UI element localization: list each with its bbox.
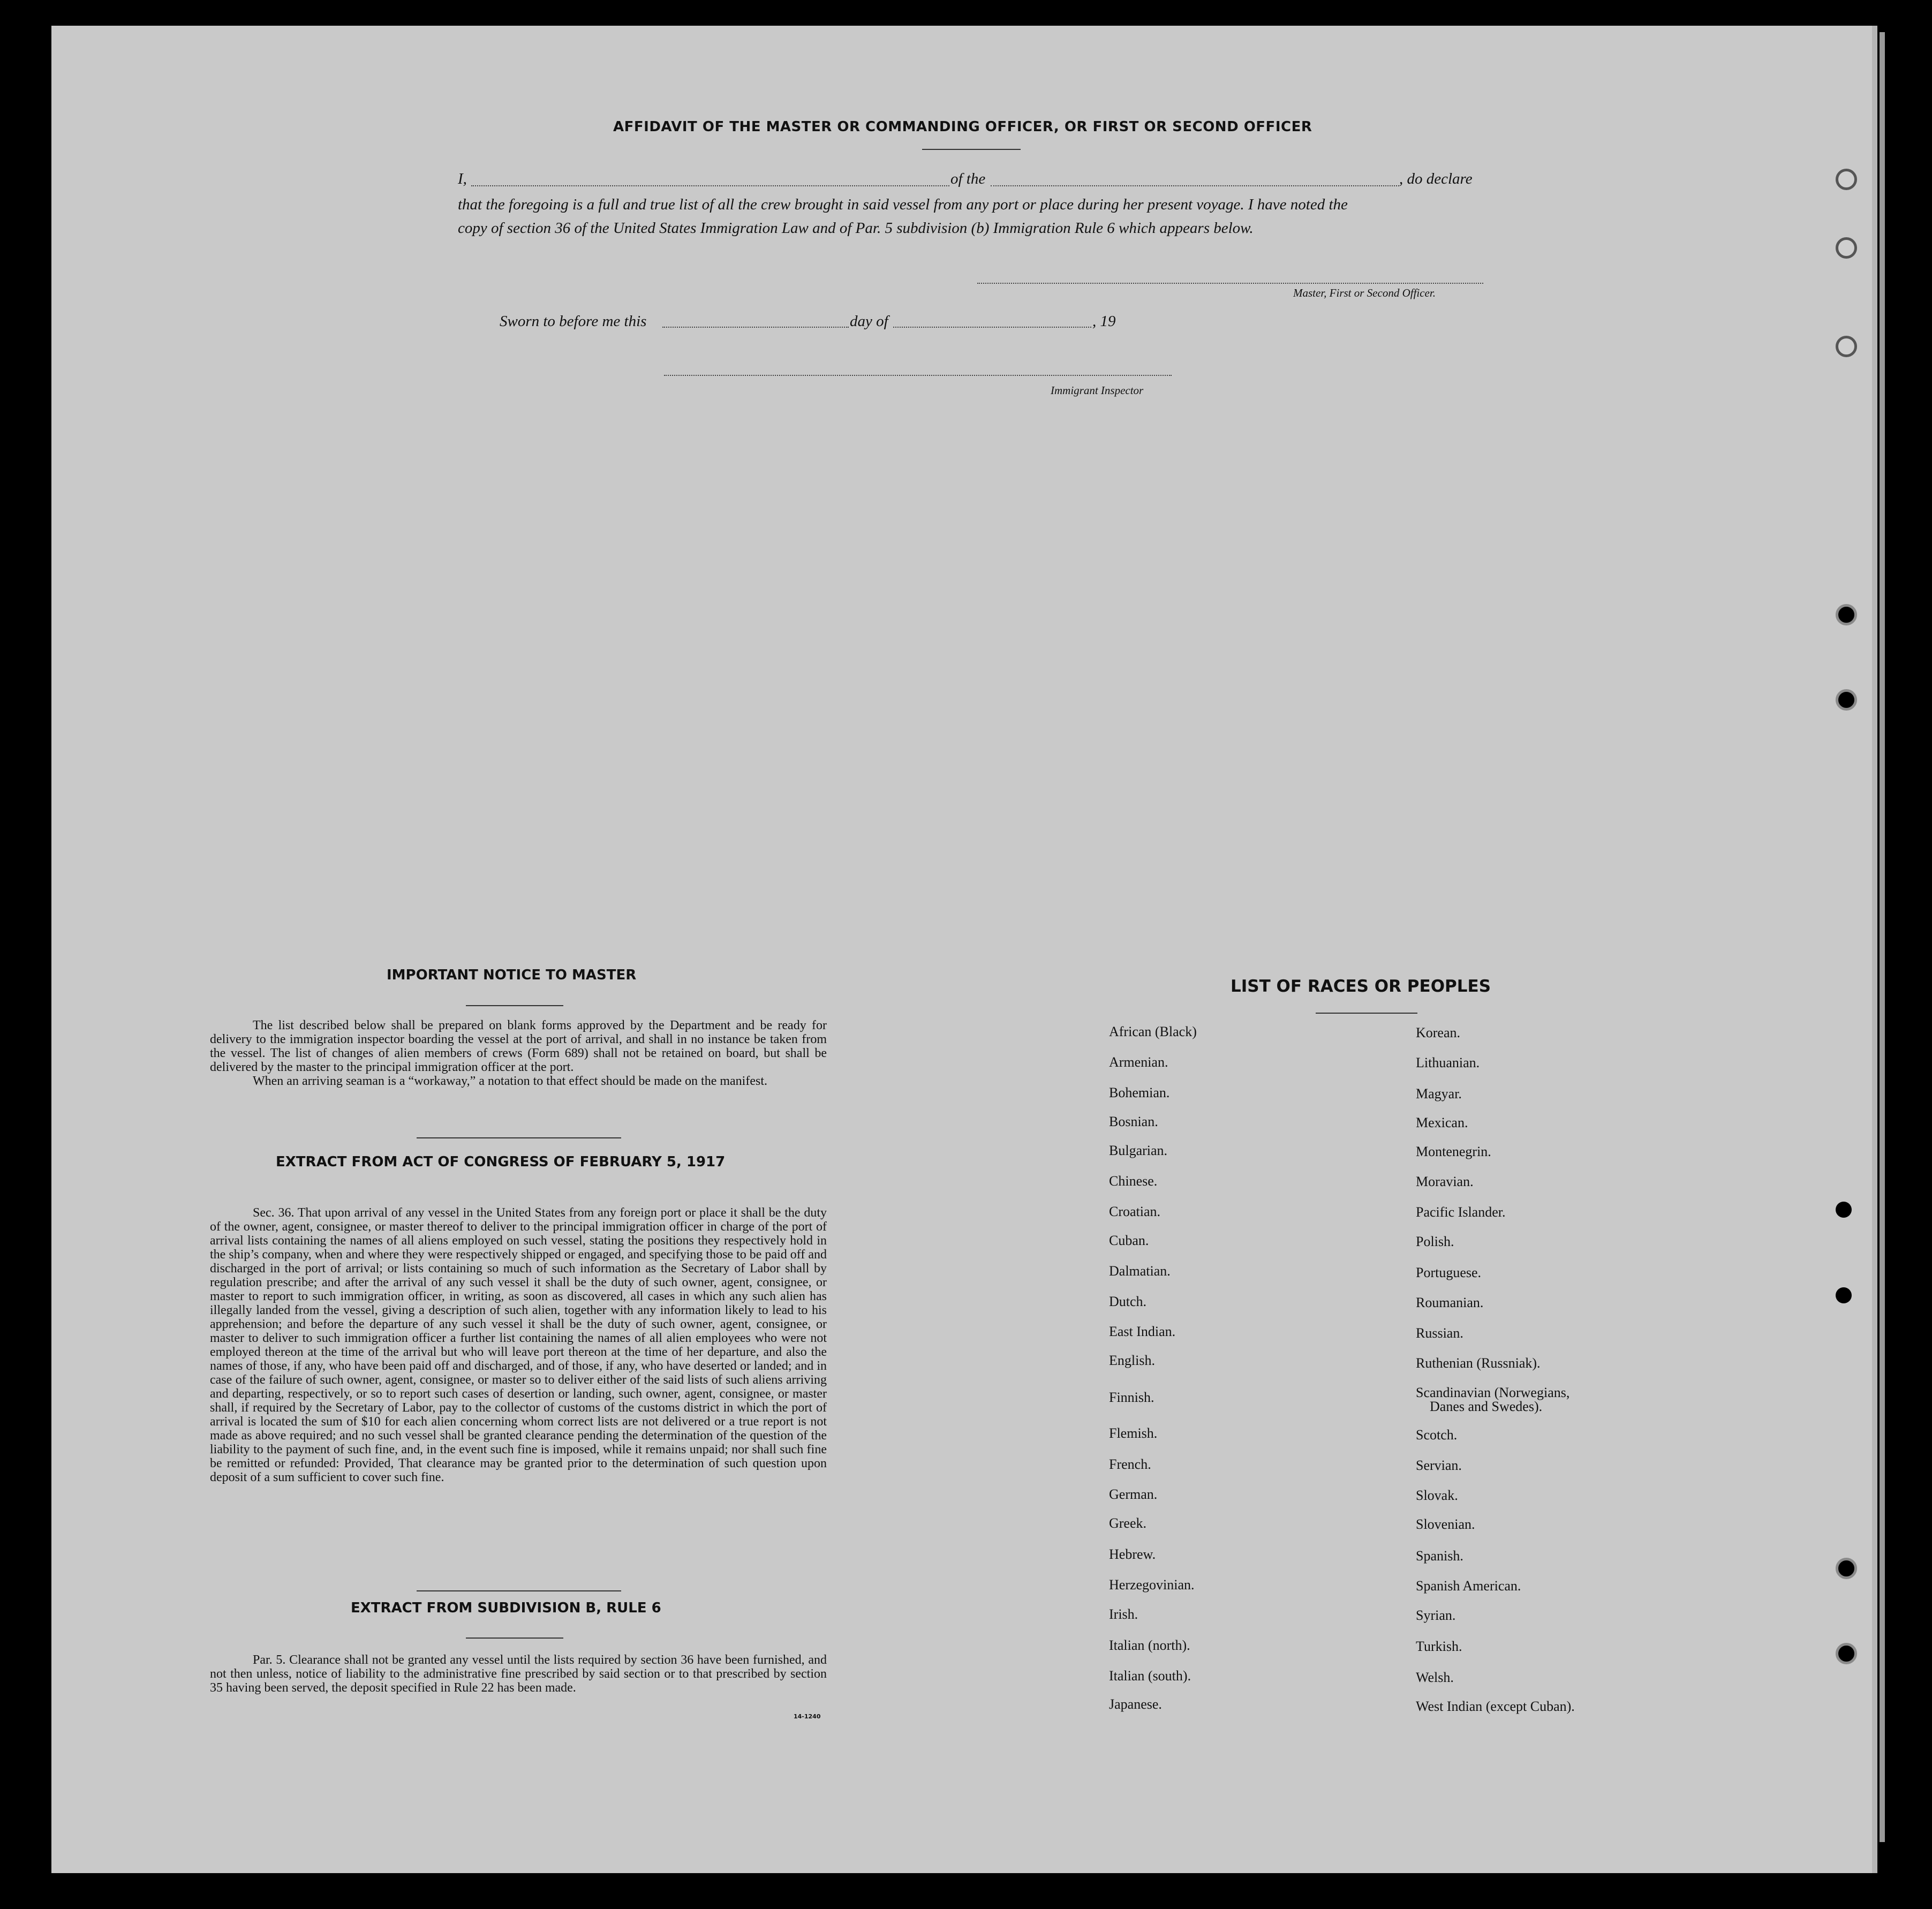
race-item-right: Moravian. [1416,1174,1474,1189]
race-item-left: Chinese. [1109,1173,1158,1189]
race-item-right: Mexican. [1416,1115,1468,1130]
race-item-left: Bosnian. [1109,1114,1158,1129]
section-divider [417,1590,621,1591]
race-item-right: Spanish. [1416,1548,1463,1564]
master-signature-line[interactable] [977,283,1483,284]
race-item-right: Polish. [1416,1234,1454,1249]
races-divider [1316,1013,1417,1014]
race-item-left: Hebrew. [1109,1546,1156,1562]
affidavit-of-the: of the [950,170,986,187]
inspector-label: Immigrant Inspector [1051,384,1144,397]
race-item-right: Magyar. [1416,1086,1462,1101]
race-item-left: Herzegovinian. [1109,1577,1195,1593]
race-item-right: Spanish American. [1416,1578,1521,1594]
race-item-right: Slovenian. [1416,1516,1475,1532]
race-item-right: Korean. [1416,1025,1461,1040]
notice-text [210,1018,827,1088]
binder-hole [1836,604,1857,625]
binder-hole [1836,1558,1857,1579]
extract-rule-text [210,1653,827,1695]
race-item-left: Italian (north). [1109,1638,1190,1653]
affidavit-line3: copy of section 36 of the United States Immigration Law and of Par. 5 subdivision (b) Immigration Rule 6 which appears below. [458,220,1254,237]
race-item-left: Armenian. [1109,1054,1168,1070]
par-5-text: Par. 5. Clearance shall not be granted any vessel until the lists required by section 36 have been furnished, and not then unless, notice of liability to the administrative fine prescribed by said section or to that prescribed by section 35 having been served, the deposit specified in Rule 22 has been made. [210,1653,827,1695]
document-page [51,26,1877,1873]
race-item-right: Ruthenian (Russniak). [1416,1355,1541,1371]
race-item-right: Russian. [1416,1325,1463,1341]
race-item-left: Cuban. [1109,1233,1149,1248]
race-item-right: Roumanian. [1416,1295,1484,1310]
binder-hole [1836,1643,1857,1664]
race-item-right: Slovak. [1416,1488,1458,1503]
race-item-left: Croatian. [1109,1204,1161,1219]
race-item-left: French. [1109,1457,1151,1472]
race-item-right: Montenegrin. [1416,1144,1491,1159]
extract-rule-title: EXTRACT FROM SUBDIVISION B, RULE 6 [351,1600,661,1616]
sworn-prefix: Sworn to before me this [500,313,647,330]
sworn-year: , 19 [1092,313,1116,330]
race-item-right: Scandinavian (Norwegians, Danes and Swedes). [1416,1385,1570,1414]
affidavit-title: AFFIDAVIT OF THE MASTER OR COMMANDING OFFICER, OR FIRST OR SECOND OFFICER [613,119,1312,135]
race-item-left: Greek. [1109,1515,1147,1531]
extract-act-text [210,1206,827,1484]
notice-paragraph: When an arriving seaman is a “workaway,” a notation to that effect should be made on the manifest. [253,1074,767,1088]
race-item-left: East Indian. [1109,1324,1176,1339]
race-item-left: Bulgarian. [1109,1143,1168,1158]
notice-paragraph: The list described below shall be prepared on blank forms approved by the Department and be ready for delivery to the immigration inspector boarding the vessel at the port of arrival, and shall in no instance be taken from the vessel. The list of changes of alien members of crews (Form 689) shall not be retained on board, but shall be delivered by the master to the principal immigration officer at the port. [210,1018,827,1074]
binder-hole [1836,689,1857,711]
race-item-right: Syrian. [1416,1608,1456,1623]
race-item-right: Welsh. [1416,1670,1454,1685]
binder-hole [1836,169,1857,190]
race-item-right: Portuguese. [1416,1265,1482,1280]
affidavit-i: I, [458,170,467,187]
race-item-right: Turkish. [1416,1639,1462,1654]
extract-act-title: EXTRACT FROM ACT OF CONGRESS OF FEBRUARY 5, 1917 [276,1154,726,1170]
vessel-field[interactable] [991,185,1399,186]
notice-title: IMPORTANT NOTICE TO MASTER [387,967,637,983]
race-item-left: African (Black) [1109,1024,1197,1039]
sworn-day-field[interactable] [662,327,849,328]
race-item-left: Dutch. [1109,1294,1147,1309]
master-signature-label: Master, First or Second Officer. [1293,286,1436,299]
race-item-left: Irish. [1109,1606,1138,1622]
section-36-text: Sec. 36. That upon arrival of any vessel in the United States from any foreign port or place it shall be the duty of the owner, agent, consignee, or master thereof to deliver to the principal immigration officer in charge of the port of arrival lists containing the names of all aliens employed on such vessel, stating the positions they respectively hold in the ship’s company, when and where they were respectively shipped or engaged, and specifying those to be paid off and discharged in the port of arrival; or lists containing so much of such information as the Secretary of Labor shall by regulation prescribe; and after the arrival of any such vessel it shall be the duty of such owner, agent, consignee, or master to report to such immigration officer, in writing, as soon as discovered, all cases in which any such alien has illegally landed from the vessel, giving a description of such alien, together with any information likely to lead to his apprehension; and before the departure of any such vessel it shall be the duty of such owner, agent, consignee, or master to deliver to such immigration officer a further list containing the names of all alien employees who were not employed thereon at the time of the arrival but who will leave port thereon at the time of her departure, and also the names of those, if any, who have been paid off and discharged, and of those, if any, who have deserted or landed; and in case of the failure of such owner, agent, consignee, or master so to deliver either of the said lists of such aliens arriving and departing, respectively, or so to report such cases of desertion or landing, such owner, agent, consignee, or master shall, if required by the Secretary of Labor, pay to the collector of customs of the customs district in which the port of arrival is located the sum of $10 for each alien concerning whom correct lists are not delivered or a true report is not made as above required; and no such vessel shall be granted clearance pending the determination of the question of the liability to the payment of such fine, and, in the event such fine is imposed, while it remains unpaid; nor shall such fine be remitted or refunded: Provided, That clearance may be granted prior to the determination of such question upon deposit of a sum sufficient to cover such fine. [210,1206,827,1484]
title-divider [922,149,1021,150]
race-item-left: English. [1109,1353,1155,1368]
binder-hole [1836,1287,1852,1303]
binder-hole [1836,336,1857,357]
race-item-right: Lithuanian. [1416,1055,1480,1070]
race-item-left: Italian (south). [1109,1668,1191,1684]
sworn-month-field[interactable] [893,327,1091,328]
section-divider [417,1137,621,1138]
race-item-right: Scotch. [1416,1427,1458,1443]
race-item-left: Japanese. [1109,1696,1162,1712]
race-item-left: Dalmatian. [1109,1263,1171,1279]
binder-hole [1836,1202,1852,1218]
notice-divider [466,1005,563,1006]
form-number: 14-1240 [794,1713,821,1720]
races-title: LIST OF RACES OR PEOPLES [1231,977,1491,996]
name-field[interactable] [471,185,949,186]
sworn-day-of: day of [850,313,888,330]
race-item-left: Flemish. [1109,1425,1158,1441]
race-item-left: German. [1109,1487,1158,1502]
race-item-right: West Indian (except Cuban). [1416,1699,1575,1714]
inspector-signature-line[interactable] [664,375,1172,376]
affidavit-declare: , do declare [1399,170,1473,187]
race-item-left: Bohemian. [1109,1085,1170,1100]
affidavit-line2: that the foregoing is a full and true list of all the crew brought in said vessel from any port or place during her present voyage. I have noted the [458,196,1348,213]
section-divider [466,1638,563,1639]
race-item-right: Pacific Islander. [1416,1204,1506,1220]
race-item-left: Finnish. [1109,1390,1154,1405]
race-item-right: Servian. [1416,1458,1462,1473]
binder-hole [1836,237,1857,259]
page-edge [1880,32,1885,1842]
